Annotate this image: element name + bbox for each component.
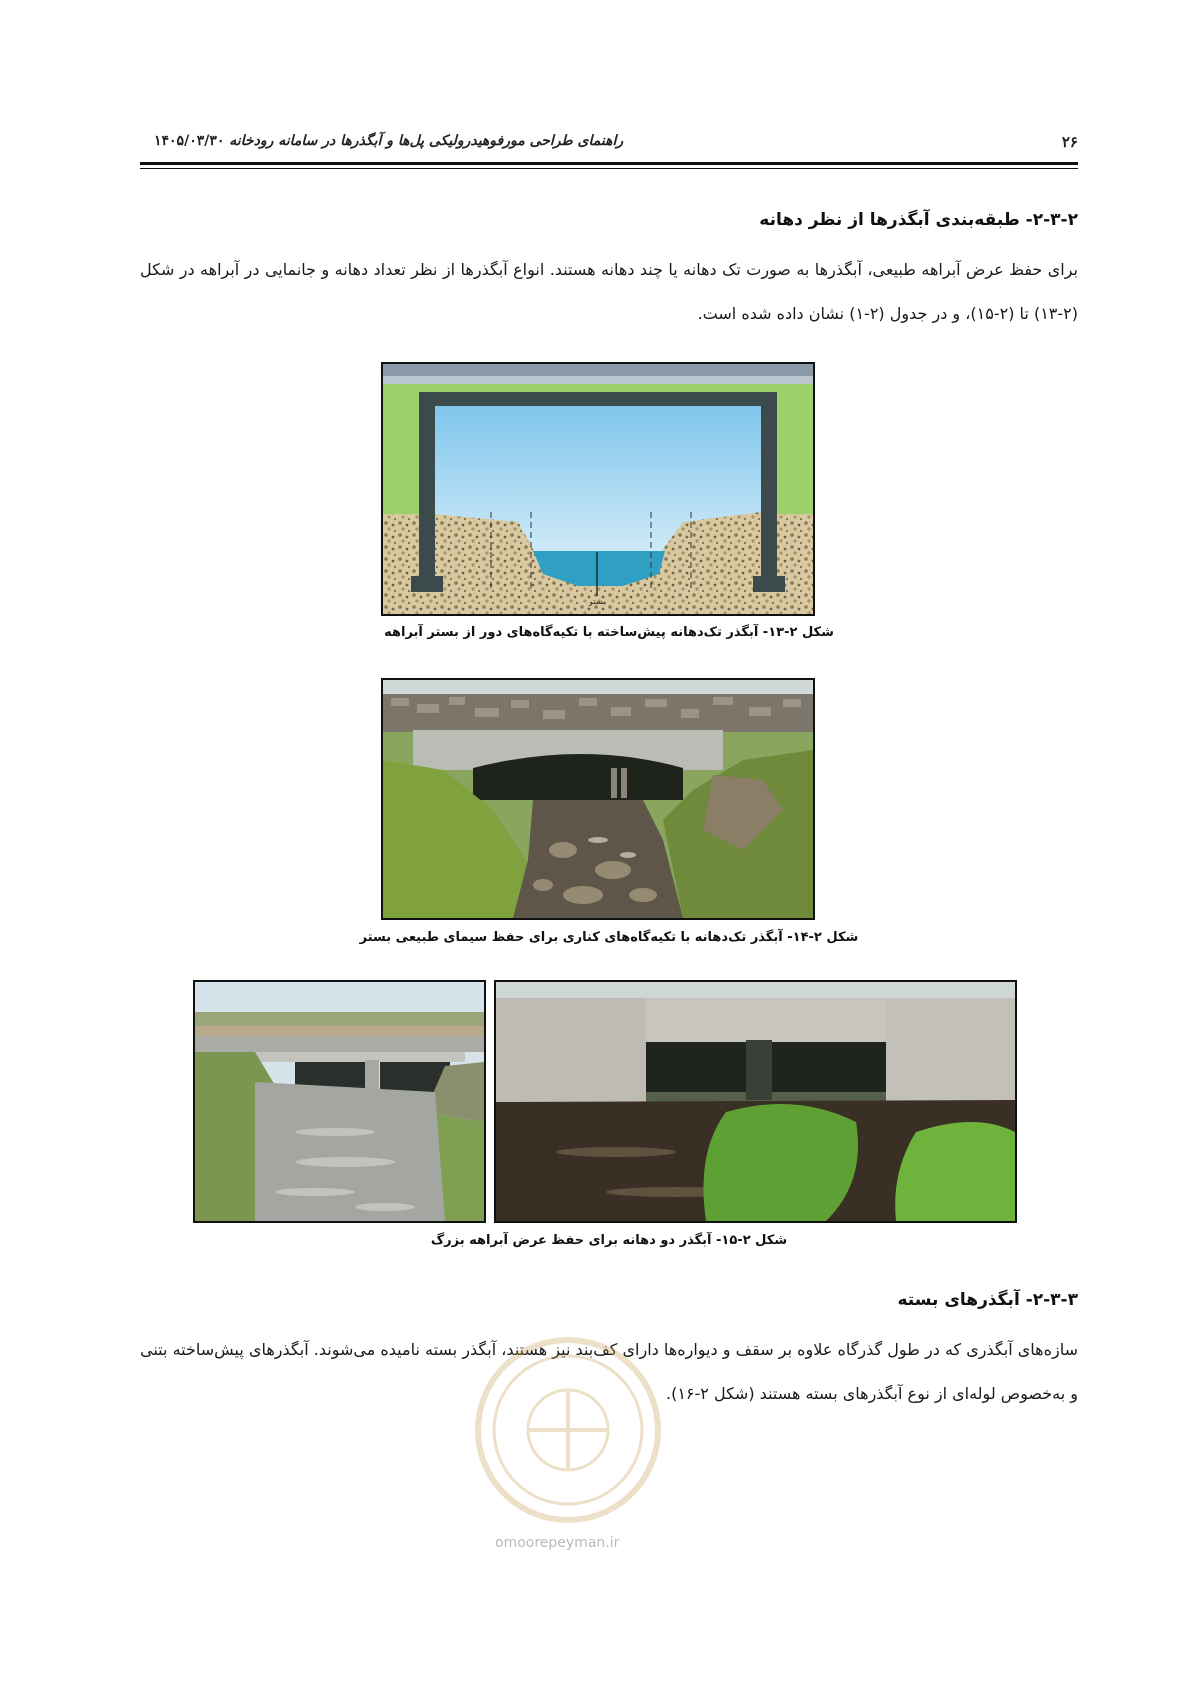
bridge-deck	[195, 1036, 484, 1052]
center-pier	[746, 1040, 772, 1100]
double-span-photo-right-illustration	[496, 982, 1015, 1221]
stone-parapet	[383, 694, 813, 732]
section-heading-span-classification: ۲-۳-۲- طبقه‌بندی آبگذرها از نظر دهانه	[759, 210, 1078, 230]
vegetation-bank	[895, 1122, 1015, 1221]
header-rule-thin	[140, 168, 1078, 169]
road-deck-surface	[383, 364, 813, 376]
vegetation-island	[704, 1104, 859, 1221]
figure-single-span-schematic	[381, 362, 815, 616]
figure-single-span-photo	[381, 678, 815, 920]
culvert-schematic-drawing	[383, 364, 813, 614]
watermark-seal	[473, 1335, 663, 1525]
right-abutment	[886, 998, 1015, 1108]
header-date: ۱۴۰۵/۰۳/۳۰	[154, 133, 225, 149]
figure-double-span-photo-left	[193, 980, 486, 1223]
figure-15-caption: شکل ۲-۱۵- آبگذر دو دهانه برای حفظ عرض آبراهه بزرگ	[430, 1233, 788, 1248]
double-span-photo-left-illustration	[195, 982, 484, 1221]
section-paragraph-span-classification: برای حفظ عرض آبراهه طبیعی، آبگذرها به صورت تک دهانه یا چند دهانه هستند. انواع آبگذرها از نظر تعداد دهانه و جانمایی در آبراهه در شکل (۲-۱۳) تا (۲-۱۵)، و در جدول (۲-۱) نشان داده شده است.	[140, 260, 1078, 323]
right-wall	[761, 392, 777, 592]
bed-label: بستر	[588, 597, 606, 606]
figure-double-span-photo-right	[494, 980, 1017, 1223]
figure-14-caption: شکل ۲-۱۴- آبگذر تک‌دهانه با تکیه‌گاه‌های کناری برای حفظ سیمای طبیعی بستر	[359, 930, 859, 945]
figure-13-caption: شکل ۲-۱۳- آبگذر تک‌دهانه پیش‌ساخته با تکیه‌گاه‌های دور از بستر آبراهه	[384, 625, 834, 640]
culvert-top-slab	[419, 392, 777, 406]
running-header	[140, 129, 1078, 161]
right-footing	[753, 576, 785, 592]
header-title-line	[140, 133, 623, 149]
header-rule-thick	[140, 162, 1078, 165]
header-title: راهنمای طراحی مورفوهیدرولیکی پل‌ها و آبگذرها در سامانه رودخانه	[229, 133, 624, 149]
left-footing	[411, 576, 443, 592]
seal-graphic	[473, 1335, 663, 1525]
section-heading-closed-culverts: ۲-۳-۳- آبگذرهای بسته	[897, 1290, 1078, 1310]
page-number: ۲۶	[1061, 133, 1078, 151]
single-span-photo-illustration	[383, 680, 813, 918]
water-surface	[255, 1082, 445, 1221]
watermark-text: omoorepeyman.ir	[495, 1535, 620, 1551]
left-abutment	[496, 998, 646, 1108]
section-paragraph-closed-culverts: سازه‌های آبگذری که در طول گذرگاه علاوه بر سقف و دیواره‌ها دارای کف‌بند نیز هستند، آبگذر بسته نامیده می‌شوند. آبگذرهای پیش‌ساخته بتنی و به‌خصوص لوله‌ای از نوع آبگذرهای بسته هستند (شکل ۲-۱۶).	[140, 1340, 1078, 1403]
left-wall	[419, 392, 435, 592]
